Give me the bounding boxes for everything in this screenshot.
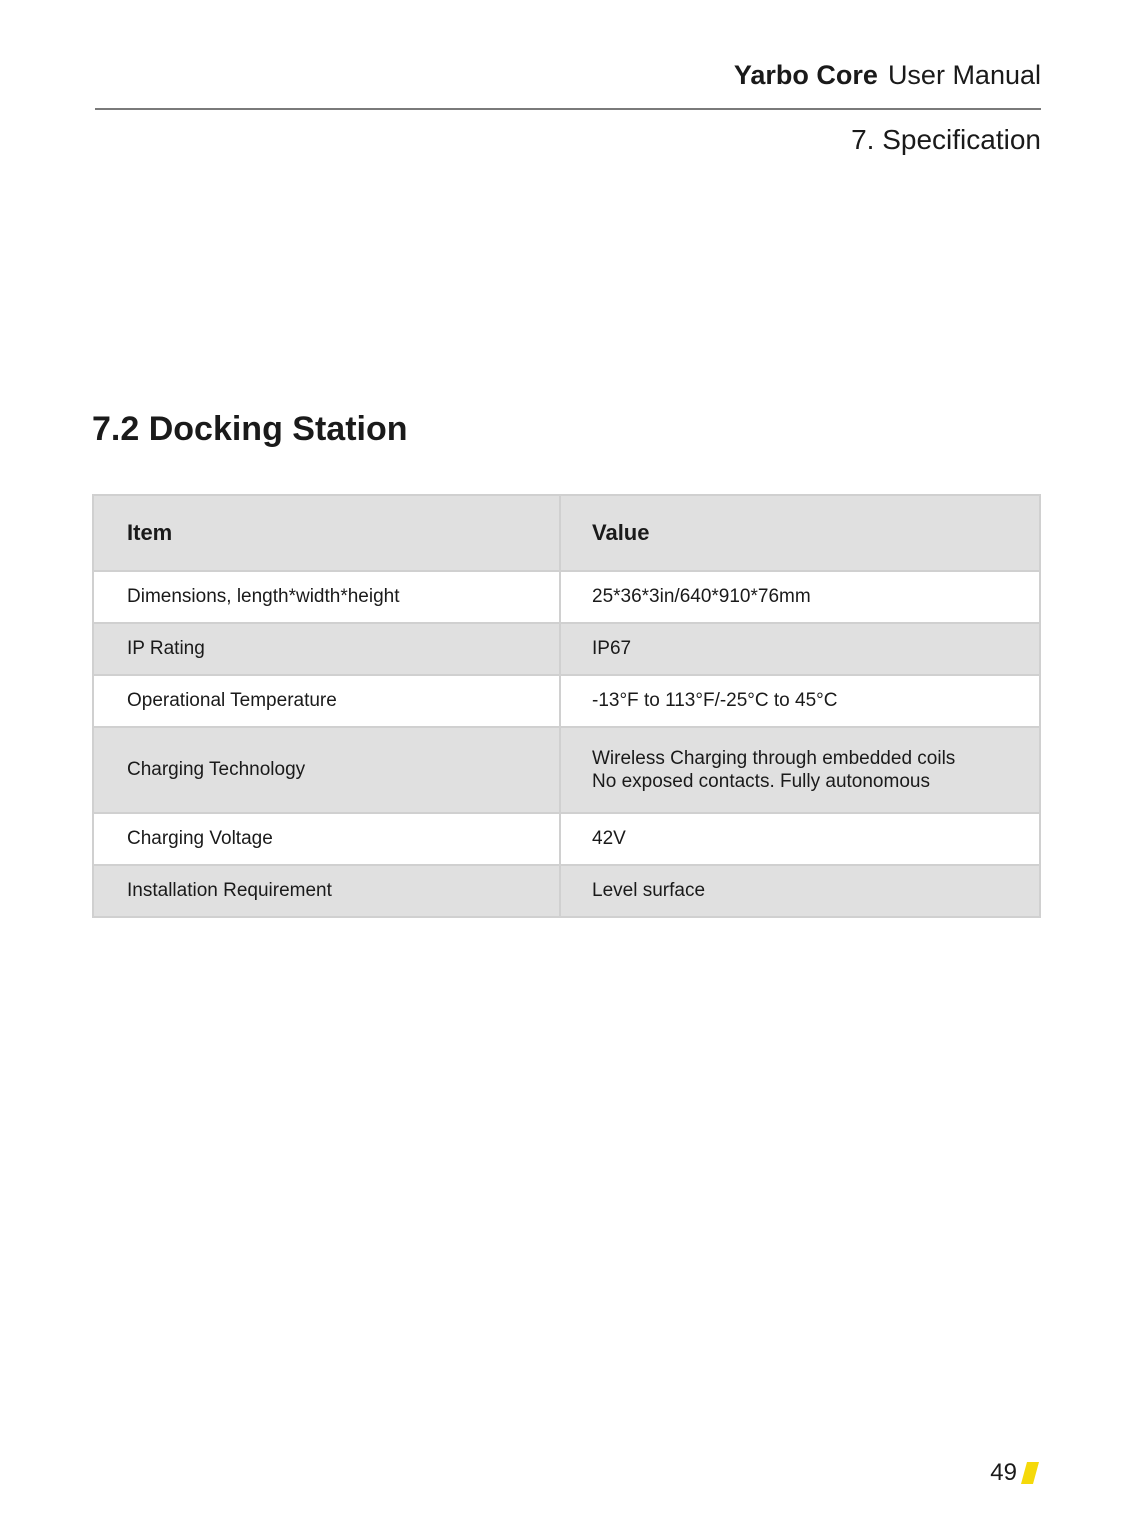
table-row xyxy=(93,571,1040,623)
value-line: Wireless Charging through embedded coils xyxy=(592,748,956,769)
table-row xyxy=(93,813,1040,865)
item-cell: Charging Technology xyxy=(93,727,560,813)
value-cell: 25*36*3in/640*910*76mm xyxy=(560,571,1040,623)
manual-header-title xyxy=(734,60,1041,91)
value-cell: -13°F to 113°F/-25°C to 45°C xyxy=(560,675,1040,727)
value-cell: IP67 xyxy=(560,623,1040,675)
value-cell xyxy=(560,727,1040,813)
section-title: 7.2 Docking Station xyxy=(92,410,408,448)
table-row xyxy=(93,727,1040,813)
value-cell: 42V xyxy=(560,813,1040,865)
document-title: User Manual xyxy=(887,60,1041,90)
brand-name: Yarbo Core xyxy=(733,60,878,90)
page-accent-mark-icon xyxy=(1021,1462,1039,1484)
chapter-title: 7. Specification xyxy=(851,124,1041,155)
value-line: No exposed contacts. Fully autonomous xyxy=(592,771,930,792)
item-cell: Installation Requirement xyxy=(93,865,560,917)
item-cell: Operational Temperature xyxy=(93,675,560,727)
table-row xyxy=(93,623,1040,675)
value-cell: Level surface xyxy=(560,865,1040,917)
column-header-value: Value xyxy=(560,495,1040,571)
header-divider xyxy=(95,108,1041,110)
item-cell: IP Rating xyxy=(93,623,560,675)
column-header-item: Item xyxy=(93,495,560,571)
item-cell: Charging Voltage xyxy=(93,813,560,865)
table-row xyxy=(93,675,1040,727)
spec-table xyxy=(92,494,1041,918)
table-header-row xyxy=(93,495,1040,571)
page-number: 49 xyxy=(990,1459,1017,1486)
item-cell: Dimensions, length*width*height xyxy=(93,571,560,623)
table-row xyxy=(93,865,1040,917)
